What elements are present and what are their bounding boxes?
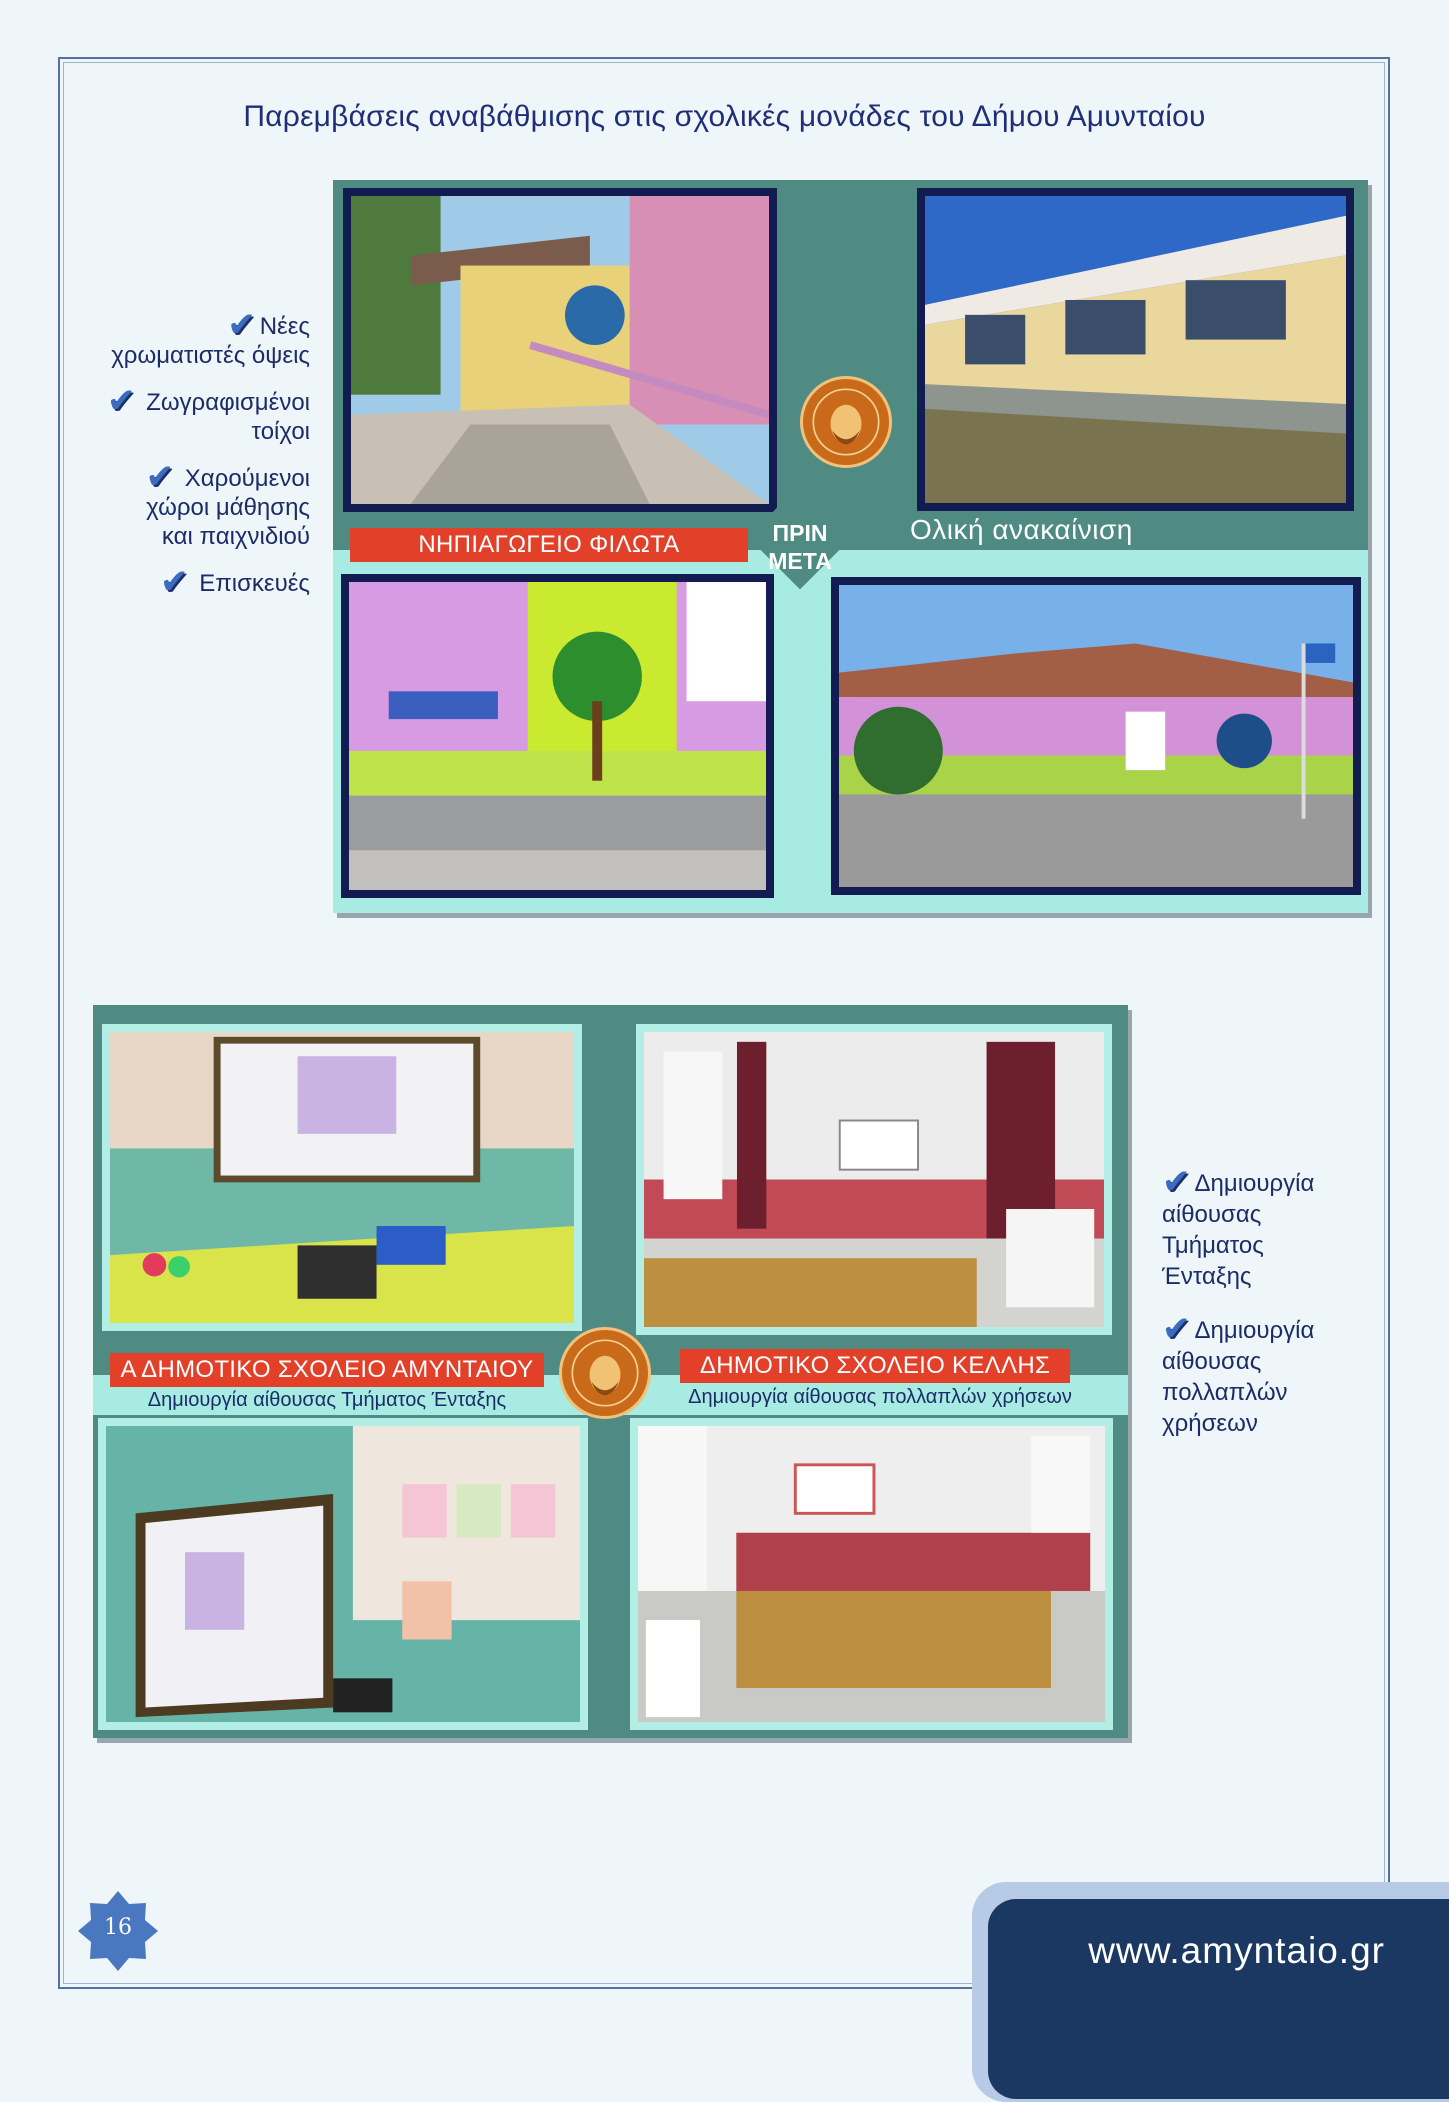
multipurpose-room-photo-1 [636, 1024, 1112, 1335]
inclusion-classroom-photo-2 [98, 1418, 588, 1730]
school-a-subtitle: Δημιουργία αίθουσας Τμήματος Ένταξης [147, 1389, 507, 1411]
before-after-text: ΠΡΙΝ ΜΕΤΑ [768, 520, 832, 574]
website-link[interactable]: www.amyntaio.gr [1088, 1930, 1385, 1971]
page-title: Παρεμβάσεις αναβάθμισης στις σχολικές μονάδες του Δήμου Αμυνταίου [243, 100, 1206, 133]
kindergarten-label: ΝΗΠΙΑΓΩΓΕΙΟ ΦΙΛΩΤΑ [350, 528, 748, 562]
page-number: 16 [104, 1915, 132, 1940]
school-b-label: ΔΗΜΟΤΙΚΟ ΣΧΟΛΕΙΟ ΚΕΛΛΗΣ [680, 1349, 1070, 1383]
footer-bar [988, 1899, 1449, 2099]
bullet-item: ✔ Δημιουργία αίθουσας πολλαπλών χρήσεων [1162, 1310, 1315, 1437]
bullet-item: ✔ Χαρούμενοι χώροι μάθησης και παιχνιδιού [145, 458, 310, 550]
renovation-label: Ολική ανακαίνιση [910, 514, 1133, 545]
school-b-subtitle: Δημιουργία αίθουσας πολλαπλών χρήσεων [688, 1386, 1072, 1408]
after-photo-mural-corner [341, 574, 774, 898]
bullet-item: ✔ Ζωγραφισμένοι τοίχοι [106, 382, 310, 445]
checkmark-icon: ✔ [145, 458, 175, 496]
after-photo-building [831, 577, 1361, 895]
bullet-item: ✔ Δημιουργία αίθουσας Τμήματος Ένταξης [1162, 1163, 1315, 1290]
checkmark-icon: ✔ [227, 306, 256, 344]
municipality-seal-logo [559, 1327, 651, 1419]
checkmark-icon: ✔ [1162, 1163, 1191, 1201]
checkmark-icon: ✔ [160, 563, 189, 601]
before-photo-entrance [343, 188, 777, 512]
right-bullet-list [1162, 1163, 1362, 1462]
inclusion-classroom-photo-1 [102, 1024, 582, 1331]
school-a-label: Α ΔΗΜΟΤΙΚΟ ΣΧΟΛΕΙΟ ΑΜΥΝΤΑΙΟΥ [110, 1353, 544, 1387]
multipurpose-room-photo-2 [630, 1418, 1113, 1730]
checkmark-icon: ✔ [106, 382, 136, 420]
left-bullet-list [80, 306, 310, 616]
bullet-item: ✔ Νέες χρωματιστές όψεις [111, 306, 310, 369]
checkmark-icon: ✔ [1162, 1310, 1191, 1348]
before-photo-building [917, 188, 1354, 511]
bullet-item: ✔ Επισκευές [160, 563, 310, 601]
municipality-seal-logo [800, 376, 892, 468]
